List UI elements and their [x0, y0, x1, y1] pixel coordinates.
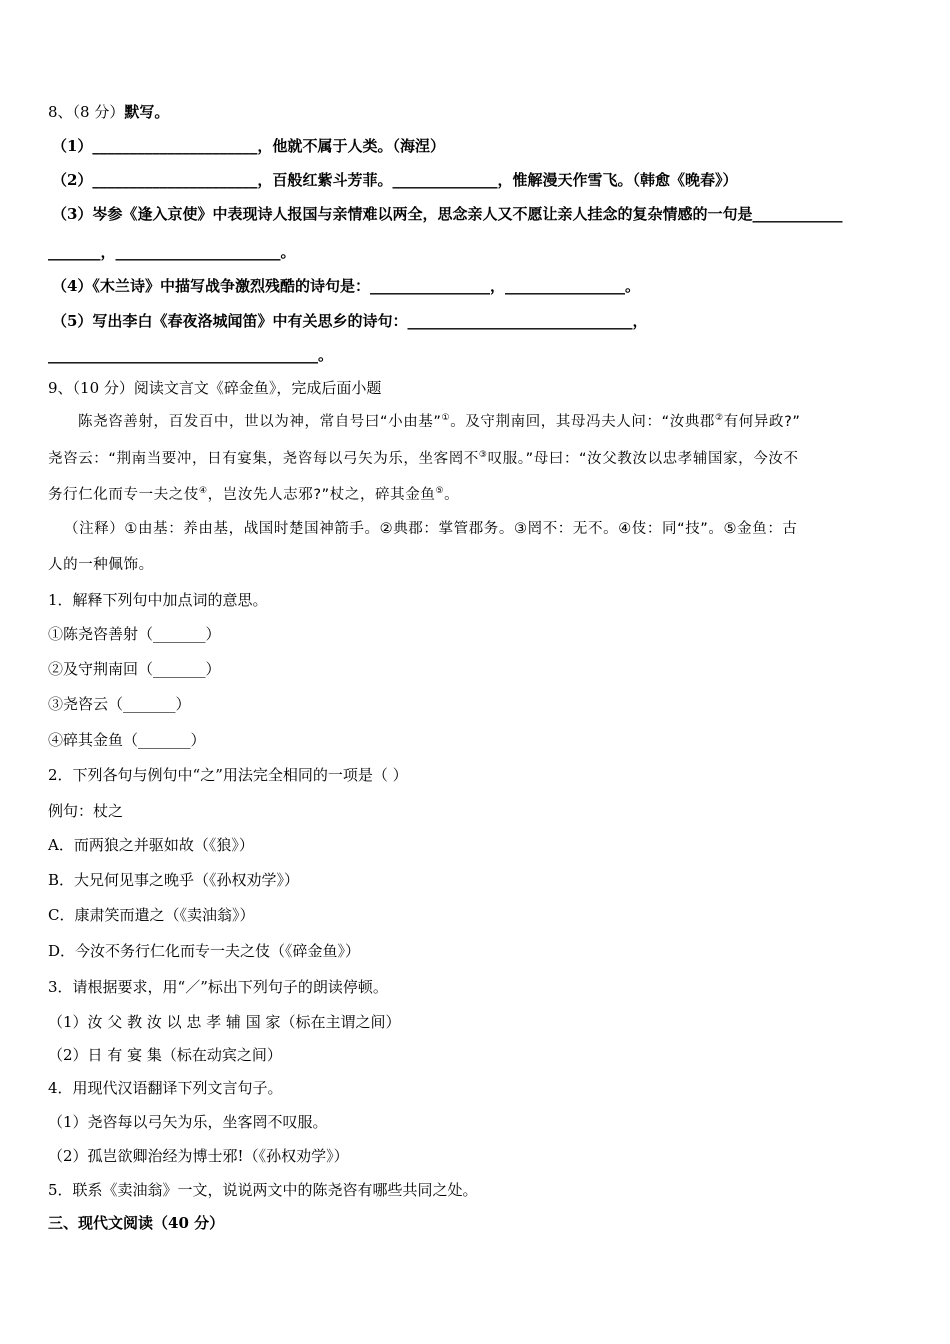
q9-sub-1-b: ②及守荆南回（_______）	[48, 660, 221, 678]
q9-notes-line-1: （注释）①由基：养由基，战国时楚国神箭手。②典郡：掌管郡务。③罔不：无不。④伎：同“技”。⑤金鱼：古	[64, 521, 798, 537]
footnote-marker: ④	[199, 486, 208, 497]
q9-sub-4: 4．用现代汉语翻译下列文言句子。	[48, 1079, 283, 1097]
q8-item-5: （5）写出李白《春夜洛城闻笛》中有关思乡的诗句：______________________________，	[52, 312, 648, 330]
q8-item-5-cont: ____________________________________。	[48, 346, 334, 364]
q9-sub-3-2: （2）日 有 宴 集（标在动宾之间）	[48, 1046, 282, 1064]
q9-sub-4-2: （2）孤岂欲卿治经为博士邪!（《孙权劝学》）	[48, 1147, 349, 1165]
q9-sub-2-example: 例句：杖之	[48, 802, 124, 820]
footnote-marker: ①	[441, 413, 451, 424]
section-3-title: 三、现代文阅读（40 分）	[48, 1214, 225, 1232]
q8-number: 8、（8 分）	[48, 103, 125, 121]
q9-passage-line-1	[78, 412, 910, 432]
passage-text: ，岂汝先人志邪?”杖之，碎其金鱼	[207, 487, 436, 503]
q8-item-3-cont: _______，______________________。	[48, 243, 296, 261]
q9-heading: 9、（10 分）阅读文言文《碎金鱼》，完成后面小题	[48, 379, 382, 397]
q8-item-4: （4）《木兰诗》中描写战争激烈残酷的诗句是：________________，________________。	[52, 277, 640, 295]
q9-option-c: C．康肃笑而遣之（《卖油翁》）	[48, 906, 255, 924]
q9-sub-4-1: （1）尧咨每以弓矢为乐，坐客罔不叹服。	[48, 1113, 328, 1131]
footnote-marker: ②	[715, 413, 724, 424]
passage-text: 叹服。”母曰：“汝父教汝以忠孝辅国家，今汝不	[487, 451, 799, 467]
passage-text: 陈尧咨善射，百发百中，世以为神，常自号曰“小由基”	[78, 414, 442, 430]
q9-notes-line-2: 人的一种佩饰。	[48, 557, 154, 573]
passage-text: 务行仁化而专一夫之伎	[48, 487, 199, 503]
footnote-marker: ③	[478, 450, 488, 461]
q9-sub-1-d: ④碎其金鱼（_______）	[48, 731, 206, 749]
q9-sub-2: 2．下列各句与例句中“之”用法完全相同的一项是（ ）	[48, 766, 408, 784]
q9-passage-line-3	[48, 485, 910, 505]
footnote-marker: ⑤	[435, 486, 445, 497]
q8-item-1: （1）______________________，他就不属于人类。（海涅）	[52, 137, 445, 155]
q9-sub-3: 3．请根据要求，用“／”标出下列句子的朗读停顿。	[48, 978, 388, 996]
q9-sub-5: 5．联系《卖油翁》一文，说说两文中的陈尧咨有哪些共同之处。	[48, 1181, 478, 1199]
passage-text: 尧咨云：“荆南当要冲，日有宴集，尧咨每以弓矢为乐，坐客罔不	[48, 451, 479, 467]
q8-heading	[48, 102, 910, 122]
q9-option-a: A．而两狼之并驱如故（《狼》）	[48, 836, 254, 854]
q8-title: 默写。	[124, 103, 170, 121]
passage-text: 。及守荆南回，其母冯夫人问：“汝典郡	[450, 414, 716, 430]
q9-option-d: D．今汝不务行仁化而专一夫之伎（《碎金鱼》）	[48, 942, 361, 960]
q9-passage-line-2	[48, 449, 910, 469]
q9-sub-1-a: ①陈尧咨善射（_______）	[48, 625, 221, 643]
q8-item-2: （2）______________________，百般红紫斗芳菲。______________，惟解漫天作雪飞。（韩愈《晚春》）	[52, 171, 738, 189]
q8-item-3: （3）岑参《逢入京使》中表现诗人报国与亲情难以两全，思念亲人又不愿让亲人挂念的复杂情感的一句是____________	[52, 205, 843, 223]
q9-sub-1: 1．解释下列句中加点词的意思。	[48, 591, 268, 609]
passage-text: 有何异政?”	[723, 414, 801, 430]
passage-text: 。	[444, 487, 460, 503]
q9-sub-3-1: （1）汝 父 教 汝 以 忠 孝 辅 国 家（标在主谓之间）	[48, 1013, 401, 1031]
q9-option-b: B．大兄何见事之晚乎（《孙权劝学》）	[48, 871, 300, 889]
q9-sub-1-c: ③尧咨云（_______）	[48, 695, 191, 713]
